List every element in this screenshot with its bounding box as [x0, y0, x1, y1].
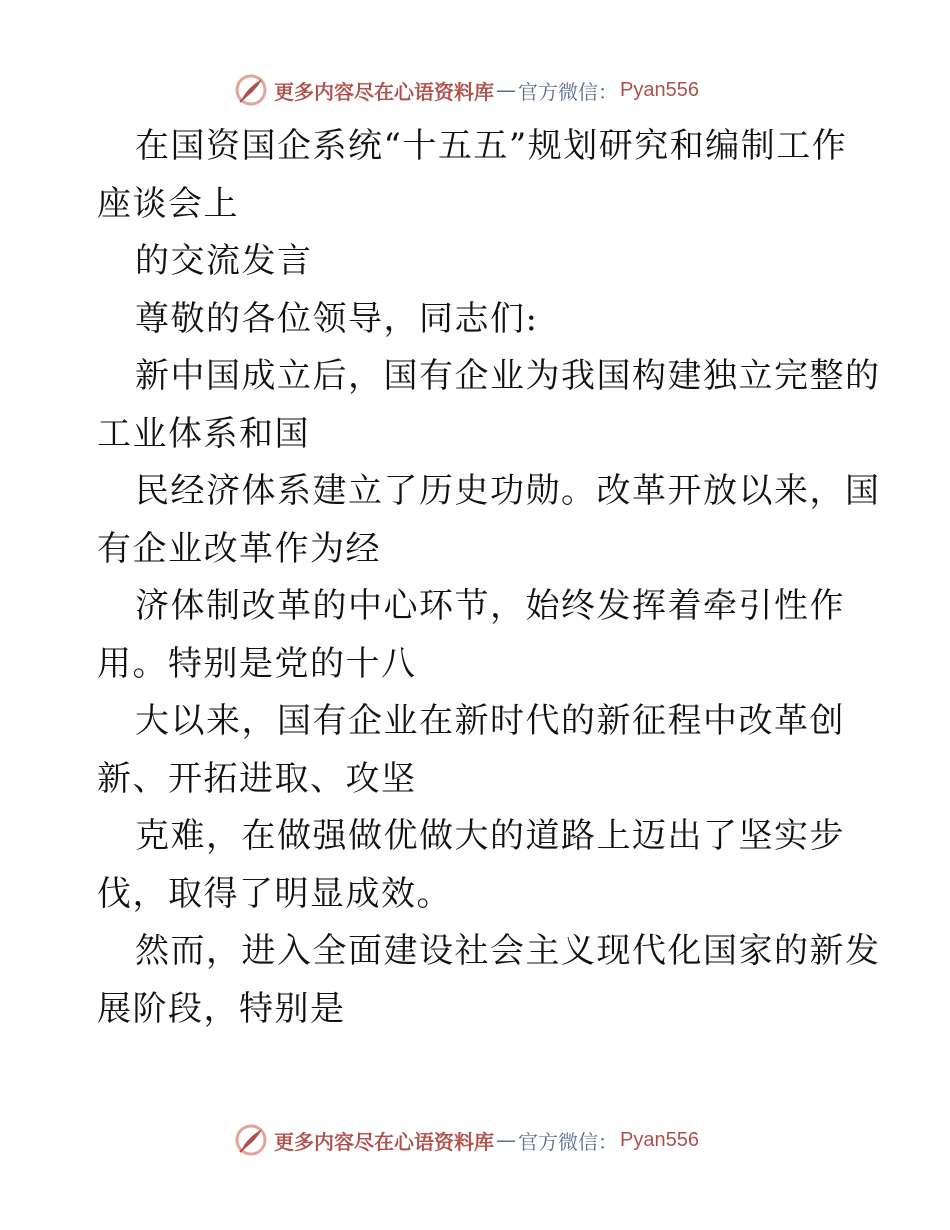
watermark-text: 更多内容尽在心语资料库 [274, 1129, 494, 1154]
paragraph-line: 工业体系和国 [97, 413, 310, 454]
paragraph-line: 展阶段，特别是 [97, 988, 346, 1029]
footer-watermark [234, 1120, 699, 1160]
watermark-wechat-account: Pyan556 [620, 1128, 699, 1151]
paragraph-line: 大以来，国有企业在新时代的新征程中改革创 [135, 701, 845, 741]
paragraph-line: 伐，取得了明显成效。 [97, 873, 452, 914]
paragraph-line: 有企业改革作为经 [97, 528, 381, 569]
paragraph-line: 新、开拓进取、攻坚 [97, 758, 417, 799]
watermark-wechat-label: 官方微信： [518, 1129, 618, 1154]
document-title-line-1: 在国资国企系统“十五五”规划研究和编制工作 [135, 126, 848, 166]
watermark-wechat-label: 官方微信： [518, 79, 618, 104]
paragraph-line: 克难，在做强做优做大的道路上迈出了坚实步 [135, 816, 845, 856]
paragraph-line: 用。特别是党的十八 [97, 643, 417, 684]
paragraph-line: 民经济体系建立了历史功勋。改革开放以来，国 [135, 471, 881, 511]
watermark-dash: — [496, 78, 516, 102]
header-watermark [234, 70, 699, 110]
paragraph-line: 新中国成立后，国有企业为我国构建独立完整的 [135, 356, 881, 396]
watermark-dash: — [496, 1128, 516, 1152]
salutation-line: 尊敬的各位领导，同志们: [135, 298, 539, 339]
quill-circle-logo-icon [234, 73, 268, 107]
document-title-line-2: 座谈会上 [97, 183, 239, 224]
document-body [97, 118, 881, 1038]
quill-circle-logo-icon [234, 1123, 268, 1157]
paragraph-line: 然而，进入全面建设社会主义现代化国家的新发 [135, 931, 881, 971]
document-title-line-3: 的交流发言 [135, 241, 313, 281]
watermark-text: 更多内容尽在心语资料库 [274, 79, 494, 104]
paragraph-line: 济体制改革的中心环节，始终发挥着牵引性作 [135, 586, 845, 626]
watermark-wechat-account: Pyan556 [620, 78, 699, 101]
